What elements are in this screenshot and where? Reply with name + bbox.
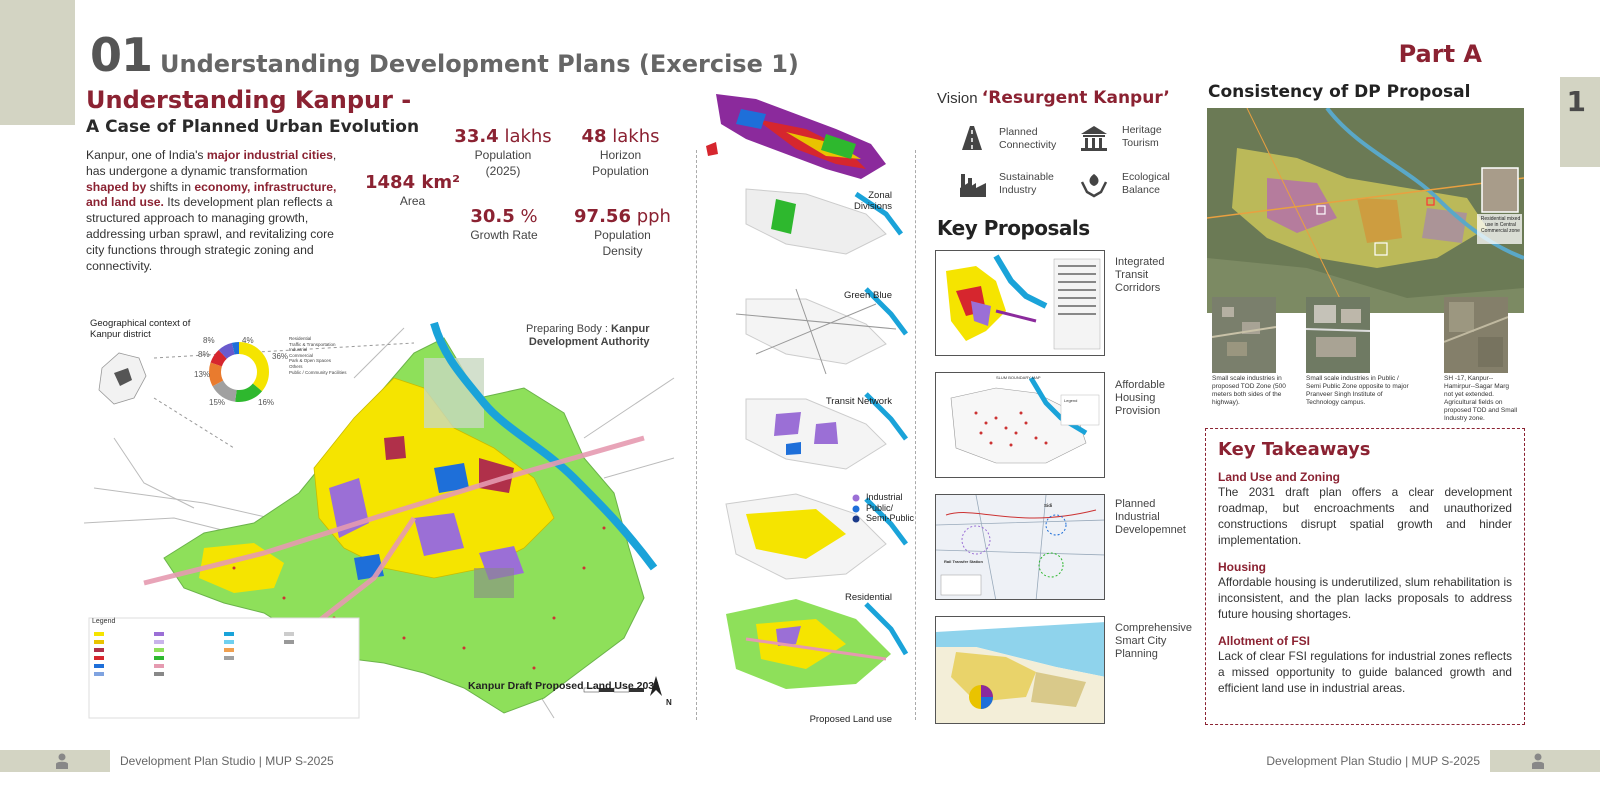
dp-consistency-heading: Consistency of DP Proposal <box>1208 82 1471 102</box>
takeaway-heading: Allotment of FSI <box>1218 634 1310 648</box>
part-label: Part A <box>1398 40 1482 68</box>
page-title: Understanding Development Plans (Exercise 1) <box>160 50 799 78</box>
stat-growth-rate: 30.5 % Growth Rate <box>470 206 538 242</box>
heritage-building-icon <box>1079 124 1109 152</box>
takeaway-heading: Land Use and Zoning <box>1218 470 1340 484</box>
legend-title: Legend <box>92 618 116 625</box>
satellite-thumbnail <box>1306 297 1370 373</box>
page-number: 1 <box>1566 85 1586 118</box>
thematic-map-strip <box>686 84 914 724</box>
section-number: 01 <box>90 28 153 82</box>
preparing-body: Preparing Body : Kanpur Development Authority <box>526 323 650 348</box>
thumbnail-caption: SH -17, Kanpur--Hamirpur--Sagar Marg not yet extended. Agricultural fields on proposed TOD and Small Industry zone. <box>1444 375 1518 422</box>
pie-legend: Residential Traffic & Transportation Industrial Commercial Park & Open Spaces Others Public / Community Facilities <box>289 336 347 375</box>
stat-horizon-population: 48 lakhs Horizon Population <box>581 126 660 178</box>
factory-icon <box>958 170 988 198</box>
pie-label: 16% <box>258 398 275 407</box>
key-takeaways-panel <box>1205 428 1525 725</box>
proposal-map-transit <box>935 250 1105 356</box>
stat-population: 33.4 lakhs Population (2025) <box>454 126 552 178</box>
map-caption: Kanpur Draft Proposed Land Use 2031 <box>468 680 660 692</box>
vision-item-ecology: Ecological Balance <box>1122 171 1170 196</box>
proposal-map-industrial <box>935 494 1105 600</box>
context-label: Geographical context of Kanpur district <box>90 318 191 340</box>
takeaway-heading: Housing <box>1218 560 1266 574</box>
pie-label: 4% <box>242 336 254 345</box>
proposal-map-housing <box>935 372 1105 478</box>
thumbnail-caption: Small scale industries in proposed TOD Zone (500 meters both sides of the highway). <box>1212 375 1286 406</box>
takeaway-text: Affordable housing is underutilized, slum rehabilitation is inconsistent, and the plan lacks proposals to address future housing shortages. <box>1218 575 1512 621</box>
key-proposals-heading: Key Proposals <box>937 216 1090 240</box>
pie-label: 13% <box>194 370 211 379</box>
proposal-label-transit: Integrated Transit Corridors <box>1115 256 1165 294</box>
north-label: N <box>666 698 672 707</box>
strip-label-proposed: Proposed Land use <box>809 714 892 725</box>
vision-heading: Vision ‘Resurgent Kanpur’ <box>937 88 1170 108</box>
strip-label-transit: Transit Network <box>825 396 892 407</box>
land-use-map-graphic <box>84 318 676 723</box>
section-subheading: A Case of Planned Urban Evolution <box>86 117 420 137</box>
proposal-label-housing: Affordable Housing Provision <box>1115 379 1165 417</box>
section-heading: Understanding Kanpur - <box>86 86 412 114</box>
transfer-station-label: Rail Transfer Station <box>944 559 983 564</box>
slum-map-title: SLUM BOUNDARY MAP <box>996 375 1041 380</box>
strip-legend: Industrial Public/ Semi-Public <box>866 492 915 523</box>
footer-text-left: Development Plan Studio | MUP S-2025 <box>120 754 334 768</box>
takeaway-text: Lack of clear FSI regulations for industrial zones reflects a missed opportunity to guide balanced growth and efficient land use in industrial areas. <box>1218 649 1512 695</box>
land-use-donut-chart <box>207 340 271 404</box>
strip-label-zonal: Zonal Divisions <box>853 190 892 212</box>
footer-bar-right <box>1490 750 1600 772</box>
key-takeaways-heading: Key Takeaways <box>1218 439 1371 460</box>
vision-item-industry: Sustainable Industry <box>999 171 1054 196</box>
takeaway-text: The 2031 draft plan offers a clear development roadmap, but encroachments and unauthorized constructions disrupt spatial growth and hinder implementation. <box>1218 485 1512 547</box>
person-icon <box>56 753 68 769</box>
leaf-hand-icon <box>1079 170 1109 198</box>
road-icon <box>958 124 986 152</box>
land-use-map <box>84 318 676 723</box>
satellite-thumbnail <box>1444 297 1508 373</box>
intro-paragraph: Kanpur, one of India's major industrial cities, has undergone a dynamic transformation shaped by shifts in economy, infrastructure, and land use. Its development plan reflects a structured approach to managing growth, addressing urban sprawl, and revitalizing core city functions through strategic zoning and connectivity. <box>86 148 337 273</box>
inset-caption: Residential mixed use in Central Commercial zone <box>1480 216 1521 234</box>
pie-label: 15% <box>209 398 226 407</box>
proposal-label-smart-city: Comprehensive Smart City Planning <box>1115 622 1193 660</box>
footer-text-right: Development Plan Studio | MUP S-2025 <box>1266 754 1480 768</box>
satellite-thumbnail <box>1212 297 1276 373</box>
strip-label-residential: Residential <box>845 592 892 603</box>
thumbnail-caption: Small scale industries in Public / Semi Public Zone opposite to major Pranveer Singh Institute of Technology campus. <box>1306 375 1409 406</box>
vision-item-heritage: Heritage Tourism <box>1122 124 1162 149</box>
proposal-label-industrial: Planned Industrial Developemnet <box>1115 498 1186 536</box>
strip-label-green-blue: Green Blue <box>843 290 892 301</box>
person-icon <box>1532 753 1544 769</box>
stat-population-density: 97.56 pph Population Density <box>574 206 671 258</box>
corner-block-top-left <box>0 0 75 125</box>
pie-label: 8% <box>198 350 210 359</box>
divider <box>915 150 916 720</box>
stat-area: 1484 km² Area <box>365 172 460 208</box>
footer-bar-left <box>0 750 110 772</box>
vision-item-connectivity: Planned Connectivity <box>999 126 1057 151</box>
proposal-map-smart-city <box>935 616 1105 724</box>
satellite-overlay-map <box>1207 108 1524 313</box>
pie-label: 36% <box>272 352 289 361</box>
pie-label: 8% <box>203 336 215 345</box>
sidi-label: Sidi <box>1044 503 1053 508</box>
slum-legend-label: Legend <box>1064 398 1078 403</box>
